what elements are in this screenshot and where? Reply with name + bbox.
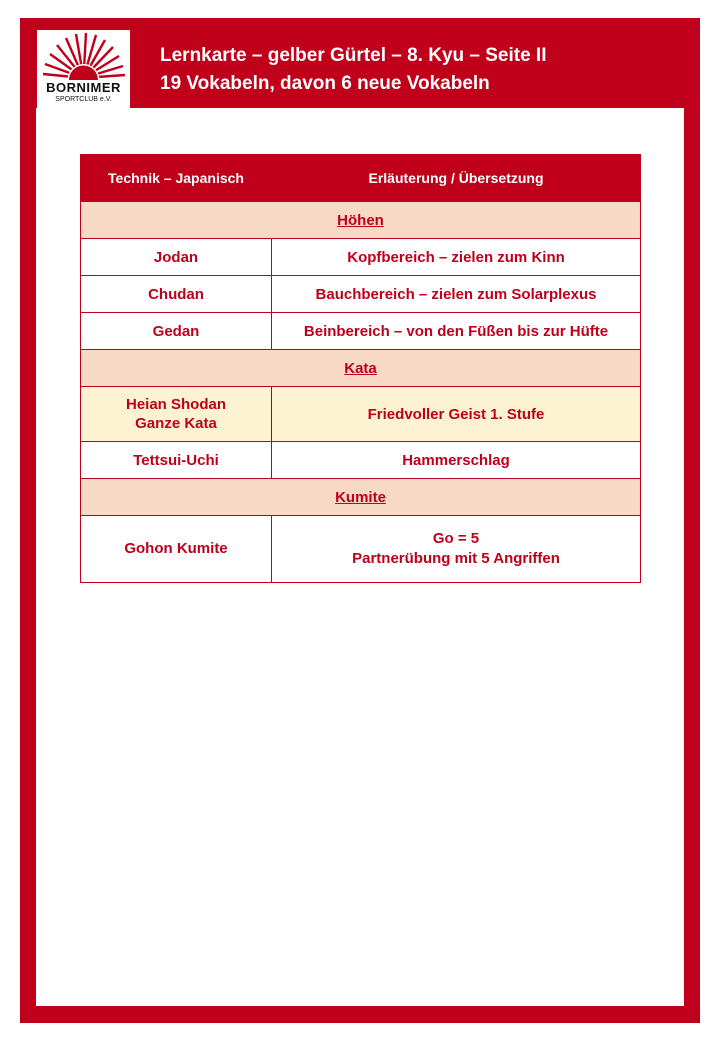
title-line-1: Lernkarte – gelber Gürtel – 8. Kyu – Seite II [160, 45, 547, 66]
section-row [81, 202, 641, 239]
table-row [81, 516, 641, 583]
explanation-cell: Hammerschlag [272, 442, 641, 479]
term-cell: Tettsui-Uchi [81, 442, 272, 479]
club-logo [37, 30, 130, 108]
title-line-2: 19 Vokabeln, davon 6 neue Vokabeln [160, 73, 490, 94]
section-title-kata: Kata [81, 350, 641, 387]
page-title [160, 42, 547, 98]
vocabulary-table [80, 154, 641, 583]
explanation-cell: Kopfbereich – zielen zum Kinn [272, 239, 641, 276]
header-explanation: Erläuterung / Übersetzung [272, 155, 641, 202]
section-row [81, 350, 641, 387]
term-cell: Jodan [81, 239, 272, 276]
table-row [81, 313, 641, 350]
explanation-cell: Beinbereich – von den Füßen bis zur Hüfte [272, 313, 641, 350]
explanation-cell: Bauchbereich – zielen zum Solarplexus [272, 276, 641, 313]
term-line-2: Ganze Kata [135, 415, 217, 432]
header-term: Technik – Japanisch [81, 155, 272, 202]
section-title-hoehen: Höhen [81, 202, 641, 239]
table-row [81, 239, 641, 276]
term-cell: Chudan [81, 276, 272, 313]
explanation-cell [272, 516, 641, 583]
explanation-line-2: Partnerübung mit 5 Angriffen [352, 550, 560, 567]
table-row [81, 442, 641, 479]
explanation-cell: Friedvoller Geist 1. Stufe [272, 387, 641, 442]
term-cell: Gohon Kumite [81, 516, 272, 583]
logo-name: BORNIMER [46, 80, 121, 95]
table-header-row [81, 155, 641, 202]
section-title-kumite: Kumite [81, 479, 641, 516]
term-cell [81, 387, 272, 442]
table-row [81, 276, 641, 313]
section-row [81, 479, 641, 516]
sunburst-icon [37, 30, 130, 80]
term-cell: Gedan [81, 313, 272, 350]
table-row [81, 387, 641, 442]
term-line-1: Heian Shodan [125, 396, 226, 413]
logo-subtitle: SPORTCLUB e.V. [55, 96, 112, 103]
explanation-line-1: Go = 5 [432, 530, 480, 547]
